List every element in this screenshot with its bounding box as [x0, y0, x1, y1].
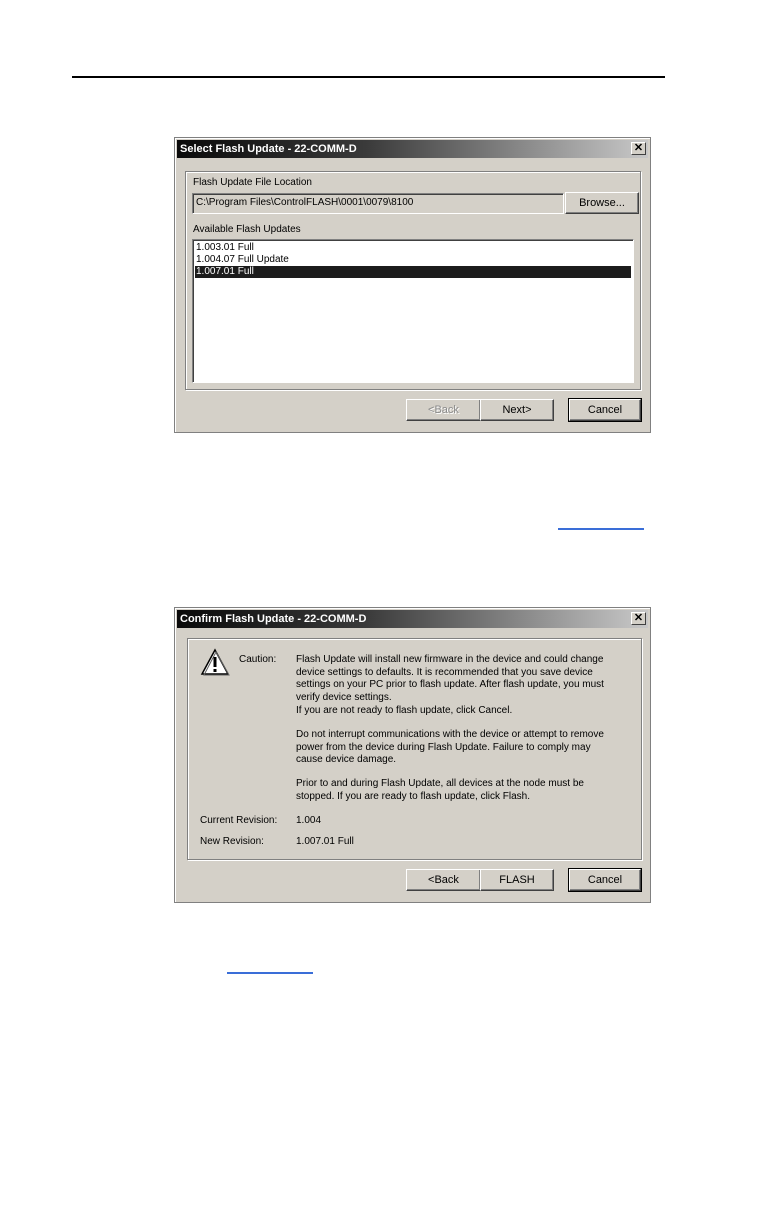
back-button[interactable]: <Back	[406, 399, 481, 421]
caution-label: Caution:	[239, 654, 277, 665]
list-item[interactable]: 1.004.07 Full Update	[196, 254, 289, 265]
caution-paragraph-3: Prior to and during Flash Update, all devices at the node must be stopped. If you are ready to flash update, click Flash.	[296, 778, 584, 802]
current-revision-label: Current Revision:	[200, 815, 278, 826]
list-item[interactable]: 1.003.01 Full	[196, 242, 254, 253]
new-revision-label: New Revision:	[200, 836, 264, 847]
list-item-selected[interactable]: 1.007.01 Full	[195, 266, 631, 278]
flash-button[interactable]: FLASH	[480, 869, 554, 891]
back-button[interactable]: <Back	[406, 869, 481, 891]
next-button[interactable]: Next>	[480, 399, 554, 421]
current-revision-value: 1.004	[296, 815, 322, 826]
cancel-button[interactable]: Cancel	[569, 869, 641, 891]
select-flash-update-dialog	[174, 137, 651, 433]
caution-paragraph-2: Do not interrupt communications with the device or attempt to remove power from the device during Flash Update. Failure to comply may cause device damage.	[296, 729, 604, 765]
file-location-field[interactable]: C:\Program Files\ControlFLASH\0001\0079\8100	[192, 193, 564, 214]
caution-paragraph-1: Flash Update will install new firmware in the device and could change device settings to defaults. It is recommended that you save device settings on your PC prior to flash update. After flash update, you must verify device settings.	[296, 654, 604, 703]
hyperlink-underline[interactable]	[227, 972, 313, 974]
caution-paragraph-1b: If you are not ready to flash update, click Cancel.	[296, 705, 513, 716]
header-rule	[72, 76, 665, 78]
dialog-title: Select Flash Update - 22-COMM-D	[177, 140, 648, 158]
dialog-title: Confirm Flash Update - 22-COMM-D	[177, 610, 648, 628]
close-button[interactable]: ✕	[631, 612, 646, 625]
confirm-flash-update-dialog	[174, 607, 651, 903]
available-updates-label: Available Flash Updates	[193, 224, 301, 235]
available-updates-list[interactable]	[192, 239, 634, 383]
browse-button[interactable]: Browse...	[565, 192, 639, 214]
warning-icon	[200, 648, 230, 676]
file-location-label: Flash Update File Location	[193, 177, 312, 188]
close-button[interactable]: ✕	[631, 142, 646, 155]
cancel-button[interactable]: Cancel	[569, 399, 641, 421]
new-revision-value: 1.007.01 Full	[296, 836, 354, 847]
hyperlink-underline[interactable]	[558, 528, 644, 530]
